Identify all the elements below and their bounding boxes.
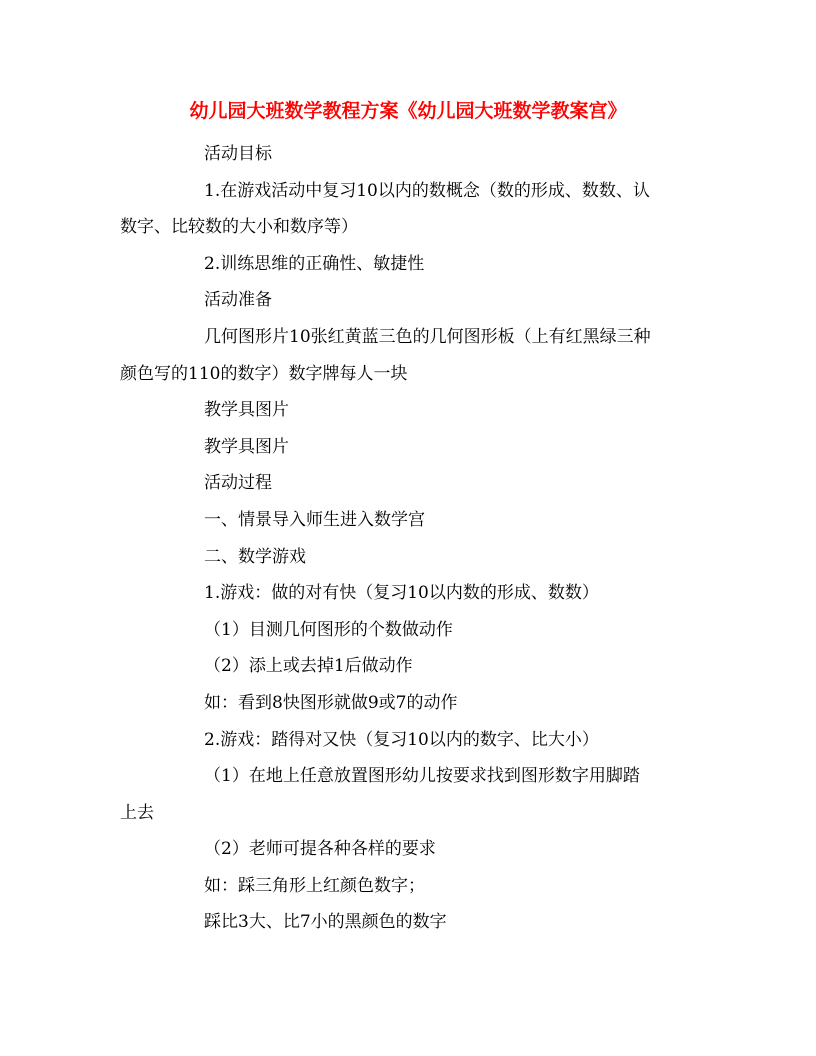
paragraph: （2）老师可提各种各样的要求 [204, 839, 436, 860]
paragraph: 一、情景导入师生进入数学宫 [204, 509, 425, 530]
paragraph: 活动准备 [204, 290, 272, 311]
paragraph: 2.训练思维的正确性、敏捷性 [204, 253, 425, 274]
paragraph: 2.游戏：踏得对又快（复习10以内的数字、比大小） [204, 729, 599, 750]
paragraph: （1）在地上任意放置图形幼儿按要求找到图形数字用脚踏 [204, 766, 640, 787]
paragraph-continuation: 上去 [120, 802, 154, 823]
paragraph: 教学具图片 [204, 436, 289, 457]
paragraph: 1.在游戏活动中复习10以内的数概念（数的形成、数数、认 [204, 180, 650, 201]
paragraph: （2）添上或去掉1后做动作 [204, 656, 413, 677]
paragraph: 如：踩三角形上红颜色数字； [204, 875, 425, 896]
document-title: 幼儿园大班数学教程方案《幼儿园大班数学教案宫》 [189, 100, 627, 122]
paragraph: 活动过程 [204, 473, 272, 494]
paragraph-continuation: 数字、比较数的大小和数序等） [120, 217, 358, 238]
paragraph: （1）目测几何图形的个数做动作 [204, 619, 453, 640]
paragraph: 几何图形片10张红黄蓝三色的几何图形板（上有红黑绿三种 [204, 326, 651, 347]
paragraph: 如：看到8快图形就做9或7的动作 [204, 692, 458, 713]
paragraph-continuation: 颜色写的110的数字）数字牌每人一块 [120, 363, 408, 384]
paragraph: 活动目标 [204, 144, 272, 164]
paragraph: 1.游戏：做的对有快（复习10以内数的形成、数数） [204, 583, 599, 604]
document-body [120, 136, 700, 941]
paragraph: 踩比3大、比7小的黑颜色的数字 [204, 912, 447, 933]
paragraph: 教学具图片 [204, 400, 289, 421]
paragraph: 二、数学游戏 [204, 546, 306, 567]
